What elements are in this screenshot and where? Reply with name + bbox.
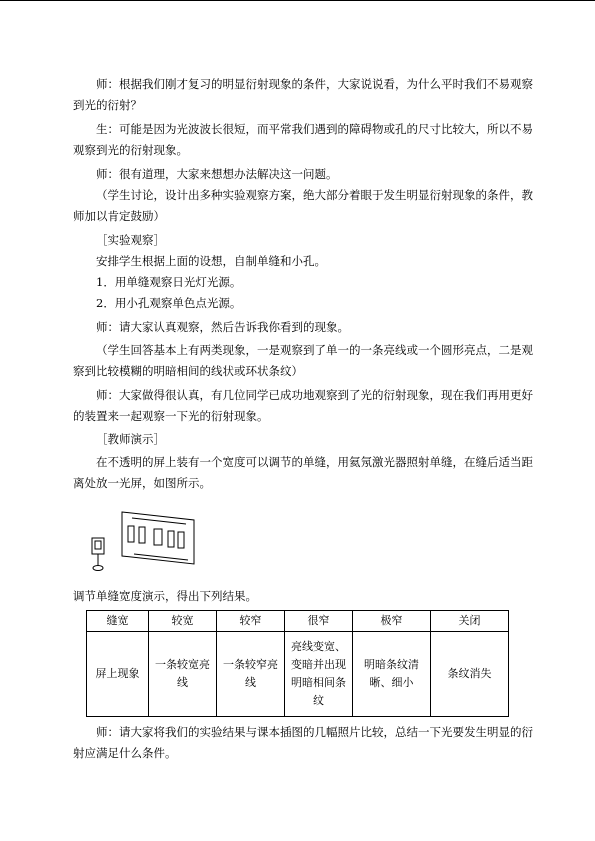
paragraph-teacher-praise: 师：大家做得很认真，有几位同学已成功地观察到了光的衍射现象，现在我们再用更好的装置来一起观察一下光的衍射现象。 [73, 388, 533, 423]
paragraph-arrangement: 安排学生根据上面的设想，自制单缝和小孔。 [96, 254, 326, 268]
paragraph-teacher-question: 师：根据我们刚才复习的明显衍射现象的条件，大家说说看，为什么平时我们不易观察到光的衍射？ [73, 77, 533, 112]
list-item-1: 1．用单缝观察日光灯光源。 [96, 275, 242, 289]
header-cell: 较窄 [217, 611, 285, 632]
table-cell: 明暗条纹清晰、细小 [353, 632, 431, 717]
list-item-2: 2．用小孔观察单色点光源。 [96, 296, 242, 310]
section-heading-experiment: ［实验观察］ [96, 233, 165, 247]
header-cell: 关闭 [431, 611, 509, 632]
paragraph-teacher-observe: 师：请大家认真观察，然后告诉我你看到的现象。 [96, 320, 349, 334]
table-cell: 亮线变宽、变暗并出现明暗相间条纹 [285, 632, 353, 717]
section-heading-demo: ［教师演示］ [96, 432, 165, 446]
paragraph-teacher-reply: 师：很有道理，大家来想想办法解决这一问题。 [96, 167, 338, 181]
diffraction-apparatus-figure [84, 508, 214, 578]
paragraph-student-discussion: （学生讨论，设计出多种实验观察方案，绝大部分着眼于发生明显衍射现象的条件，教师加以肯定鼓励） [73, 188, 533, 223]
paragraph-demo-setup: 在不透明的屏上装有一个宽度可以调节的单缝，用氦氖激光器照射单缝，在缝后适当距离处放一光屏，如图所示。 [73, 455, 533, 490]
paragraph-teacher-summary: 师：请大家将我们的实验结果与课本插图的几幅照片比较，总结一下光要发生明显的衍射应满足什么条件。 [73, 725, 533, 760]
table-row [87, 632, 509, 717]
laser-box [92, 538, 104, 554]
table-header-row [87, 611, 509, 632]
table-cell: 一条较窄亮线 [217, 632, 285, 717]
paragraph-student-answer: 生：可能是因为光波波长很短，而平常我们遇到的障碍物或孔的尺寸比较大，所以不易观察到光的衍射现象。 [73, 122, 533, 157]
header-cell: 很窄 [285, 611, 353, 632]
table-cell: 条纹消失 [431, 632, 509, 717]
laser-window [95, 541, 101, 549]
header-cell: 极窄 [353, 611, 431, 632]
header-rule [0, 0, 595, 1]
header-cell: 较宽 [149, 611, 217, 632]
paragraph-student-results: （学生回答基本上有两类现象，一是观察到了单一的一条亮线或一个圆形亮点，二是观察到比较模糊的明暗相间的线状或环状条纹） [73, 343, 533, 378]
paragraph-table-intro: 调节单缝宽度演示，得出下列结果。 [73, 589, 257, 603]
header-cell: 缝宽 [87, 611, 149, 632]
results-table [86, 610, 509, 717]
table-cell: 屏上现象 [87, 632, 149, 717]
table-cell: 一条较宽亮线 [149, 632, 217, 717]
